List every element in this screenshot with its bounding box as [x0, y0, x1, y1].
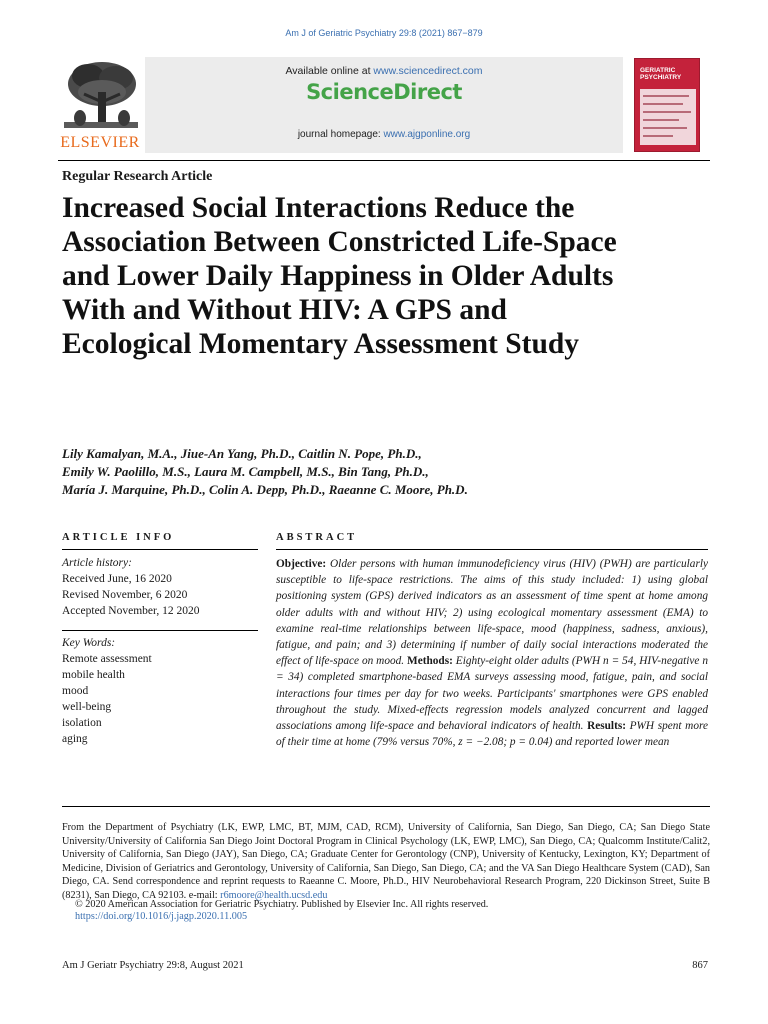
- cover-line: [643, 127, 687, 129]
- homepage-prefix: journal homepage:: [297, 129, 384, 140]
- footnote-divider: [62, 806, 710, 807]
- abstract-divider: [276, 549, 708, 550]
- author-line: Emily W. Paolillo, M.S., Laura M. Campbell, M.S., Bin Tang, Ph.D.,: [62, 464, 429, 479]
- author-list: [62, 445, 662, 499]
- affiliation-footnote: [62, 821, 710, 902]
- keywords-divider: [62, 630, 258, 631]
- cover-line: [643, 135, 673, 137]
- keyword-item: mood: [62, 685, 89, 697]
- journal-citation: Am J of Geriatric Psychiatry 29:8 (2021) 867−879: [285, 28, 483, 38]
- copyright-notice: [62, 898, 710, 912]
- history-revised: Revised November, 6 2020: [62, 589, 188, 601]
- page-number: 867: [692, 960, 708, 971]
- email-link[interactable]: r6moore@health.ucsd.edu: [220, 889, 328, 901]
- results-label: Results:: [587, 720, 626, 733]
- journal-homepage-link[interactable]: www.ajgponline.org: [383, 129, 471, 140]
- keywords-label: Key Words:: [62, 637, 116, 649]
- history-accepted: Accepted November, 12 2020: [62, 605, 200, 617]
- cover-line: [643, 95, 689, 97]
- keyword-item: isolation: [62, 717, 102, 729]
- abstract-text: [276, 556, 708, 750]
- cover-line: [643, 103, 683, 105]
- article-type: Regular Research Article: [62, 169, 213, 184]
- article-history-label: Article history:: [62, 557, 132, 569]
- methods-text: Eighty-eight older adults (PWH n = 54, HIV-negative n = 34) completed smartphone-based EMA surveys assessing mood, fatigue, pain, and social interactions four times per day for two weeks. Participants' smartphones were GPS enabled throughout the study. Mixed-effects regression models analyzed concurrent and lagged associations among life-space and behavioral indicators of health.: [276, 655, 709, 733]
- footer-journal: Am J Geriatr Psychiatry 29:8, August 2021: [62, 960, 244, 971]
- cover-line: [643, 119, 679, 121]
- cover-contents-panel: [640, 89, 696, 145]
- journal-homepage-line: [145, 129, 623, 140]
- doi-link[interactable]: https://doi.org/10.1016/j.jagp.2020.11.005: [75, 911, 248, 922]
- elsevier-wordmark: ELSEVIER: [60, 134, 140, 151]
- objective-label: Objective:: [276, 558, 327, 570]
- article-title: Increased Social Interactions Reduce the Association Between Constricted Life-Space and Lower Daily Happiness in Older Adults With and Without HIV: A GPS and Ecological Momentary Assessment Study: [62, 192, 617, 360]
- keyword-item: mobile health: [62, 669, 125, 681]
- available-prefix: Available online at: [285, 65, 374, 77]
- sciencedirect-logo[interactable]: ScienceDirect: [306, 80, 462, 104]
- header-divider: [58, 160, 710, 161]
- results-text: PWH spent more of their time at home (79% versus 70%, z = −2.08; p = 0.04) and reported lower mean: [276, 720, 708, 749]
- keyword-item: Remote assessment: [62, 653, 152, 665]
- copyright-text: © 2020 American Association for Geriatric Psychiatry. Published by Elsevier Inc. All rights reserved.: [75, 899, 489, 910]
- cover-title: GERIATRIC PSYCHIATRY: [640, 67, 682, 81]
- article-info-divider: [62, 549, 258, 550]
- keyword-item: well-being: [62, 701, 112, 713]
- affiliation-text: From the Department of Psychiatry (LK, EWP, LMC, BT, MJM, CAD, RCM), University of California, San Diego, San Diego, CA; San Diego State University/University of California San Diego Joint Doctoral Program in Clinical Psychology (LK, EWP, LMC), San Diego, CA; Qualcomm Institute/Calit2, University of California, San Diego (JAY), San Diego, CA; Graduate Center for Gerontology (CNP), University of Kentucky, Lexington, KY; Department of Medicine, Division of Geriatrics and Gerontology, University of California, San Diego, San Diego, CA; and the VA San Diego Healthcare System (CAD), San Diego, CA. Send correspondence and reprint requests to Raeanne C. Moore, Ph.D., HIV Neurobehavioral Research Program, 220 Dickinson Street, Suite B (8231), San Diego, CA 92103. e-mail:: [62, 822, 710, 901]
- journal-cover-image[interactable]: [634, 58, 700, 152]
- author-line: Lily Kamalyan, M.A., Jiue-An Yang, Ph.D., Caitlin N. Pope, Ph.D.,: [62, 446, 422, 461]
- history-received: Received June, 16 2020: [62, 573, 172, 585]
- methods-label: Methods:: [407, 655, 453, 668]
- author-line: María J. Marquine, Ph.D., Colin A. Depp, Ph.D., Raeanne C. Moore, Ph.D.: [62, 482, 468, 497]
- abstract-heading: ABSTRACT: [276, 532, 358, 543]
- sciencedirect-link[interactable]: www.sciencedirect.com: [373, 65, 483, 77]
- cover-line: [643, 111, 691, 113]
- article-info-heading: ARTICLE INFO: [62, 532, 175, 543]
- available-online-line: [145, 65, 623, 77]
- keyword-item: aging: [62, 733, 88, 745]
- objective-text: Older persons with human immunodeficiency virus (HIV) (PWH) are particularly susceptible to life-space restrictions. The aims of this study included: 1) using global positioning system (GPS) derived indicators as an assessment of time spent at home among older adults with and without HIV; 2) using ecological momentary assessment (EMA) to examine real-time relationships between life-space, mood (happiness, sadness, anxious), fatigue, and pain; and 3) determining if number of daily social interactions moderated the effect of life-space on mood.: [276, 558, 708, 668]
